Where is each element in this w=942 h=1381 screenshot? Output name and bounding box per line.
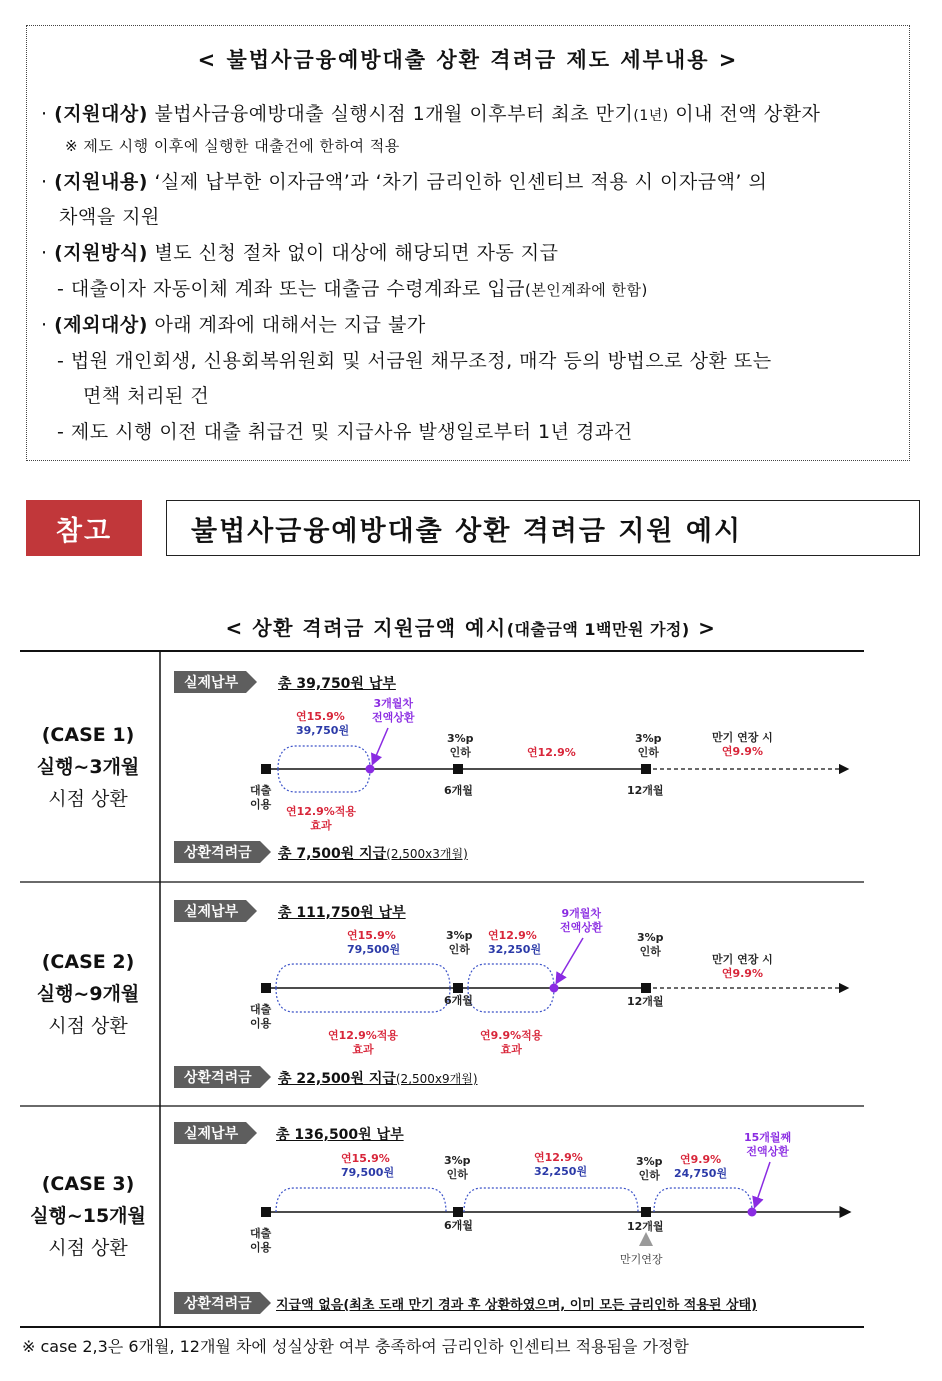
exclude-line: · (제외대상) 아래 계좌에 대해서는 지급 불가 — [41, 314, 426, 336]
method-sub-a: - 대출이자 자동이체 계좌 또는 대출금 수령계좌로 입금 — [57, 278, 525, 300]
case3-start-node — [261, 1207, 271, 1217]
case2-incentive-main: 총 22,500원 지급 — [278, 1071, 396, 1087]
case1-start-node — [261, 764, 271, 774]
case3-repay-a: 15개월째 — [744, 1131, 792, 1144]
case1-loan-a: 대출 — [250, 784, 272, 797]
method-sub-b: (본인계좌에 한함) — [524, 281, 648, 299]
case3-repay-b: 전액상환 — [746, 1145, 789, 1158]
case1-applied — [286, 805, 356, 833]
target-note: ※ 제도 시행 이후에 실행한 대출건에 한하여 적용 — [65, 137, 400, 155]
case2-repay-point — [550, 984, 559, 993]
target-text-a: 불법사금융예방대출 실행시점 1개월 이후부터 최초 만기 — [154, 103, 634, 125]
case2-6m-node — [453, 983, 463, 993]
target-text-c: 이내 전액 상환자 — [668, 103, 821, 125]
case1-cut-12m — [635, 732, 662, 760]
method-line: · (지원방식) 별도 신청 절차 없이 대상에 해당되면 자동 지급 — [41, 242, 559, 264]
case2-incentive — [278, 1068, 478, 1088]
case2-applied2 — [480, 1029, 542, 1057]
case2-repay-b: 전액상환 — [560, 921, 603, 934]
case3-seg3-amount: 24,750원 — [674, 1167, 728, 1180]
case3-seg1-rate: 연15.9% — [341, 1152, 390, 1165]
method-text: 별도 신청 절차 없이 대상에 해당되면 자동 지급 — [154, 242, 559, 264]
case2-seg2-rate: 연12.9% — [488, 929, 537, 942]
content-label: (지원내용) — [54, 171, 148, 193]
case2-effect1-bracket — [276, 988, 450, 1012]
case1-paid-tag: 실제납부 — [174, 671, 246, 693]
case2-extend-b: 연9.9% — [721, 967, 763, 980]
case1-incentive-tag: 상환격려금 — [174, 841, 260, 863]
case3-cut-12m — [636, 1155, 663, 1183]
case3-label — [20, 1168, 156, 1264]
case1-cut-6m — [447, 732, 474, 760]
case2-cut-12m — [637, 931, 664, 959]
case3-cut-6m-b: 인하 — [446, 1168, 468, 1181]
case1-repay-a: 3개월차 — [373, 697, 414, 710]
target-text-b: (1년) — [633, 108, 669, 124]
case2-applied2-b: 효과 — [500, 1043, 522, 1056]
case1-repay-note — [372, 697, 415, 725]
case3-loan-a: 대출 — [250, 1227, 272, 1240]
case2-seg2-amount: 32,250원 — [488, 943, 542, 956]
case2-cut-6m-b: 인하 — [448, 943, 470, 956]
case3-cut-6m — [444, 1154, 471, 1182]
case3-6m-node — [453, 1207, 463, 1217]
target-label: (지원대상) — [54, 103, 148, 125]
case1-effect-bracket — [278, 769, 370, 792]
reference-title: 불법사금융예방대출 상환 격려금 지원 예시 — [166, 500, 920, 556]
case2-repay-pointer — [557, 938, 583, 982]
case1-cut-12m-b: 인하 — [637, 746, 659, 759]
case3-cut-12m-a: 3%p — [636, 1155, 663, 1168]
exclude-label: (제외대상) — [54, 314, 148, 336]
case2-seg1-amount: 79,500원 — [347, 943, 401, 956]
case1-paid-total: 총 39,750원 납부 — [278, 676, 396, 692]
case1-incentive-main: 총 7,500원 지급 — [278, 846, 387, 862]
case3-cut-12m-b: 인하 — [638, 1169, 660, 1182]
case2-seg1-bracket — [276, 964, 450, 988]
exclude-sub1: - 법원 개인회생, 신용회복위원회 및 서금원 채무조정, 매각 등의 방법으로 상환 또는 — [57, 350, 772, 372]
example-title-end: > — [689, 616, 717, 640]
case3-seg2-rate: 연12.9% — [534, 1151, 583, 1164]
case1-12m-node — [641, 764, 651, 774]
footnote: ※ case 2,3은 6개월, 12개월 차에 성실상환 여부 충족하여 금리인하 인센티브 적용됨을 가정함 — [22, 1337, 689, 1356]
case1-applied-b: 효과 — [310, 819, 332, 832]
case2-repay-note — [560, 907, 603, 935]
case1-repay-pointer — [373, 728, 388, 763]
case2-12m-label: 12개월 — [627, 995, 664, 1008]
case3-repay-pointer — [755, 1162, 770, 1206]
case2-12m-node — [641, 983, 651, 993]
case2-seg1-rate: 연15.9% — [347, 929, 396, 942]
exclude-sub2: - 제도 시행 이전 대출 취급건 및 지급사유 발생일로부터 1년 경과건 — [57, 421, 633, 443]
case1-extend-note — [712, 731, 773, 759]
case2-cut-12m-a: 3%p — [637, 931, 664, 944]
case2-incentive-note: (2,500x9개월) — [395, 1072, 478, 1086]
case3-repay-note — [744, 1131, 791, 1159]
case3-seg3-bracket — [654, 1188, 752, 1212]
case3-seg3-rate: 연9.9% — [680, 1153, 722, 1166]
case3-12m-label: 12개월 — [627, 1220, 664, 1233]
case3-cut-6m-a: 3%p — [444, 1154, 471, 1167]
case2-effect2-bracket — [468, 988, 554, 1012]
content-text2: 차액을 지원 — [59, 206, 160, 228]
example-title-main: < 상환 격려금 지원금액 예시 — [225, 616, 507, 640]
case2-paid-total: 총 111,750원 납부 — [278, 905, 406, 921]
case1-cut-6m-a: 3%p — [447, 732, 474, 745]
case1-period: 실행~3개월 — [36, 756, 140, 778]
case1-interest-bracket — [278, 746, 370, 769]
case3-extension-marker — [639, 1232, 653, 1246]
case3-seg1-bracket — [276, 1188, 446, 1212]
case2-loan-b: 이용 — [250, 1017, 272, 1030]
method-label: (지원방식) — [54, 242, 148, 264]
case1-6m-label: 6개월 — [444, 784, 473, 797]
case3-6m-label: 6개월 — [444, 1219, 473, 1232]
case1-when: 시점 상환 — [48, 788, 128, 810]
case1-cut-6m-b: 인하 — [449, 746, 471, 759]
exclude-text: 아래 계좌에 대해서는 지급 불가 — [154, 314, 426, 336]
case1-seg1-amount: 39,750원 — [296, 724, 350, 737]
case2-cut-6m-a: 3%p — [446, 929, 473, 942]
case1-extend-b: 연9.9% — [721, 745, 763, 758]
case2-loan-a: 대출 — [250, 1003, 272, 1016]
case2-start-node — [261, 983, 271, 993]
case3-incentive-main: 지급액 없음(최초 도래 만기 경과 후 상환하였으며, 이미 모든 금리인하 적용된 상태) — [276, 1298, 758, 1313]
case1-seg1-rate: 연15.9% — [296, 710, 345, 723]
case1-cut-12m-a: 3%p — [635, 732, 662, 745]
case2-applied1-b: 효과 — [352, 1043, 374, 1056]
case3-extension-label: 만기연장 — [620, 1253, 663, 1266]
detail-title: < 불법사금융예방대출 상환 격려금 제도 세부내용 > — [197, 48, 739, 72]
case1-rate-6-12: 연12.9% — [527, 746, 576, 759]
case3-seg2-amount: 32,250원 — [534, 1165, 588, 1178]
example-title-sub: (대출금액 1백만원 가정) — [506, 620, 690, 639]
case1-label — [20, 719, 156, 815]
case1-applied-a: 연12.9%적용 — [286, 805, 357, 818]
exclude-sub1b: 면책 처리된 건 — [83, 385, 210, 407]
case2-seg2-bracket — [468, 964, 554, 988]
case3-12m-node — [641, 1207, 651, 1217]
case3-loan-start — [250, 1227, 271, 1255]
case2-incentive-tag: 상환격려금 — [174, 1066, 260, 1088]
case1-repay-point — [366, 765, 375, 774]
case1-12m-label: 12개월 — [627, 784, 664, 797]
case2-extend-a: 만기 연장 시 — [712, 953, 773, 966]
case3-seg1-amount: 79,500원 — [341, 1166, 395, 1179]
reference-badge: 참고 — [26, 500, 142, 556]
case2-label — [20, 946, 156, 1042]
case2-6m-label: 6개월 — [444, 994, 473, 1007]
case2-id: (CASE 2) — [41, 951, 135, 973]
case2-when: 시점 상환 — [48, 1015, 128, 1037]
case3-incentive-tag: 상환격려금 — [174, 1292, 260, 1314]
case1-6m-node — [453, 764, 463, 774]
case3-repay-point — [748, 1208, 757, 1217]
case1-loan-b: 이용 — [250, 798, 272, 811]
case3-paid-tag: 실제납부 — [174, 1122, 246, 1144]
content-text: ‘실제 납부한 이자금액’과 ‘차기 금리인하 인센티브 적용 시 이자금액’ 의 — [154, 171, 768, 193]
case3-period: 실행~15개월 — [30, 1205, 146, 1227]
case1-extend-a: 만기 연장 시 — [712, 731, 773, 744]
case2-loan-start — [250, 1003, 271, 1031]
case1-id: (CASE 1) — [41, 724, 135, 746]
case2-applied2-a: 연9.9%적용 — [480, 1029, 543, 1042]
case3-when: 시점 상환 — [48, 1237, 128, 1259]
content-line: · (지원내용) ‘실제 납부한 이자금액’과 ‘차기 금리인하 인센티브 적용 시 이자금액’ 의 — [41, 171, 768, 193]
case2-cut-6m — [446, 929, 473, 957]
case2-repay-a: 9개월차 — [561, 907, 602, 920]
case2-paid-tag: 실제납부 — [174, 900, 246, 922]
case3-loan-b: 이용 — [250, 1241, 272, 1254]
case1-repay-b: 전액상환 — [372, 711, 415, 724]
case2-cut-12m-b: 인하 — [639, 945, 661, 958]
case3-seg2-bracket — [464, 1188, 638, 1212]
case3-id: (CASE 3) — [41, 1173, 135, 1195]
case1-loan-start — [250, 784, 271, 812]
case2-applied1-a: 연12.9%적용 — [328, 1029, 399, 1042]
case3-paid-total: 총 136,500원 납부 — [276, 1127, 404, 1143]
case1-incentive — [278, 843, 468, 863]
case2-applied1 — [328, 1029, 398, 1057]
case2-extend-note — [712, 953, 773, 981]
case1-incentive-note: (2,500x3개월) — [386, 847, 468, 861]
target-line: · (지원대상) 불법사금융예방대출 실행시점 1개월 이후부터 최초 만기(1년) 이내 전액 상환자 — [41, 103, 821, 125]
case2-period: 실행~9개월 — [36, 983, 140, 1005]
